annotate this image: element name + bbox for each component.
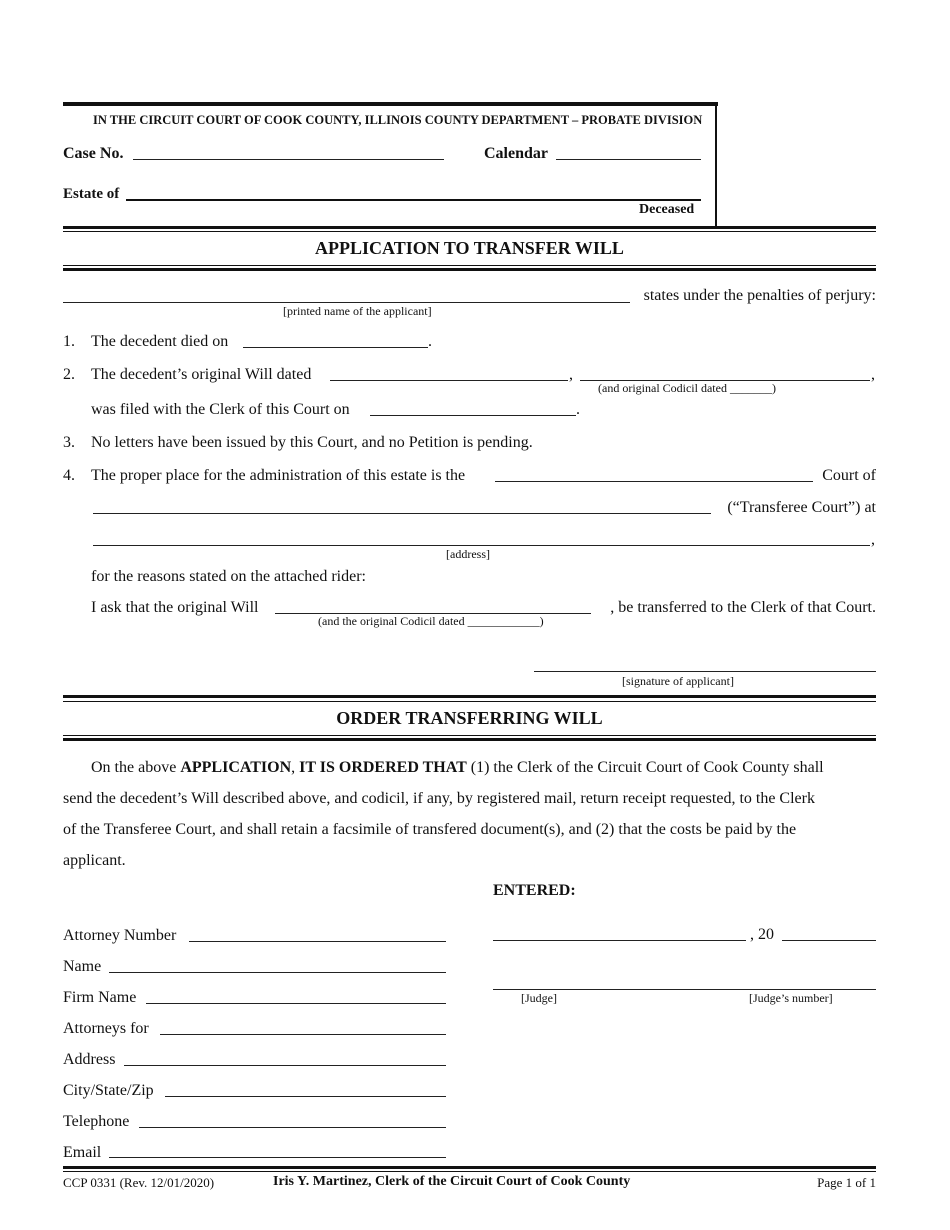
- rule-order-top-thick: [63, 695, 876, 698]
- application-title: APPLICATION TO TRANSFER WILL: [315, 238, 624, 258]
- attorneys-for-field[interactable]: [160, 1034, 446, 1035]
- firm-name-field[interactable]: [146, 1003, 446, 1004]
- judge-signature-field[interactable]: [493, 989, 876, 990]
- perjury-statement: states under the penalties of perjury:: [643, 287, 876, 304]
- address-caption: [address]: [446, 547, 490, 561]
- entered-label: ENTERED:: [493, 882, 576, 899]
- reasons-text: for the reasons stated on the attached rider:: [91, 568, 366, 585]
- item1-period: .: [428, 333, 432, 350]
- header-right-border: [715, 102, 717, 227]
- telephone-field[interactable]: [139, 1127, 446, 1128]
- clerk-name: Iris Y. Martinez, Clerk of the Circuit Court of Cook County: [273, 1174, 631, 1189]
- death-date-field[interactable]: [243, 347, 428, 348]
- attorney-number-field[interactable]: [189, 941, 446, 942]
- footer-rule-thin: [63, 1171, 876, 1172]
- applicant-name-field[interactable]: [63, 302, 630, 303]
- rule-order-bottom-thick: [63, 738, 876, 741]
- order-paragraph-line3: of the Transferee Court, and shall retain a facsimile of transfered document(s), and (2) that the costs be paid by the: [63, 821, 797, 838]
- rule-app-bottom-thick: [63, 268, 876, 271]
- case-no-label: Case No.: [63, 145, 124, 162]
- judge-number-caption: [Judge’s number]: [749, 991, 833, 1005]
- name-field[interactable]: [109, 972, 446, 973]
- ask-end-text: , be transferred to the Clerk of that Court.: [610, 599, 876, 616]
- attorney-number-label: Attorney Number: [63, 927, 177, 944]
- page-number: Page 1 of 1: [817, 1175, 876, 1190]
- order-p-rest: (1) the Clerk of the Circuit Court of Cook County shall: [466, 759, 824, 776]
- rule-app-top-thick: [63, 226, 876, 229]
- rule-order-top-thin: [63, 701, 876, 702]
- rule-order-bottom-thin: [63, 735, 876, 736]
- printed-name-caption: [printed name of the applicant]: [283, 304, 432, 318]
- item2-number: 2.: [63, 366, 75, 383]
- case-no-field[interactable]: [133, 159, 444, 160]
- signature-caption: [signature of applicant]: [622, 674, 734, 688]
- applicant-signature-field[interactable]: [534, 671, 876, 672]
- item2-comma-end: ,: [871, 366, 875, 383]
- rule-app-top-thin: [63, 231, 876, 232]
- address-label: Address: [63, 1051, 116, 1068]
- transferee-court-label: (“Transferee Court”) at: [727, 499, 876, 516]
- city-state-zip-field[interactable]: [165, 1096, 446, 1097]
- court-heading: IN THE CIRCUIT COURT OF COOK COUNTY, ILLINOIS COUNTY DEPARTMENT – PROBATE DIVISION: [93, 113, 703, 127]
- year-prefix: , 20: [750, 926, 774, 943]
- court-of-label: Court of: [822, 467, 876, 484]
- order-paragraph-line1: [91, 759, 824, 777]
- address-field[interactable]: [93, 545, 870, 546]
- order-paragraph-line4: applicant.: [63, 852, 126, 869]
- codicil-caption: (and original Codicil dated _______): [598, 381, 776, 395]
- attorneys-for-label: Attorneys for: [63, 1020, 149, 1037]
- item1-text: The decedent died on: [91, 333, 229, 350]
- filed-text: was filed with the Clerk of this Court on: [91, 401, 350, 418]
- entered-year-field[interactable]: [782, 940, 876, 941]
- form-id: CCP 0331 (Rev. 12/01/2020): [63, 1175, 215, 1190]
- order-title: ORDER TRANSFERRING WILL: [336, 708, 603, 728]
- item4-number: 4.: [63, 467, 75, 484]
- calendar-field[interactable]: [556, 159, 701, 160]
- calendar-label: Calendar: [484, 145, 548, 162]
- rule-app-bottom-thin: [63, 265, 876, 266]
- attorney-address-field[interactable]: [124, 1065, 446, 1066]
- firm-name-label: Firm Name: [63, 989, 137, 1006]
- city-state-zip-label: City/State/Zip: [63, 1082, 154, 1099]
- email-label: Email: [63, 1144, 102, 1161]
- proper-court-field[interactable]: [495, 481, 813, 482]
- ask-codicil-caption: (and the original Codicil dated ____________): [318, 614, 544, 628]
- transferee-court-field[interactable]: [93, 513, 711, 514]
- order-p-bold1: APPLICATION: [180, 759, 292, 776]
- order-p-start: On the above: [91, 759, 181, 776]
- order-p-mid1: ,: [291, 759, 300, 776]
- item1-number: 1.: [63, 333, 75, 350]
- filed-period: .: [576, 401, 580, 418]
- entered-date-field[interactable]: [493, 940, 746, 941]
- ask-text: I ask that the original Will: [91, 599, 259, 616]
- deceased-label: Deceased: [639, 202, 695, 217]
- order-p-bold2: IT IS ORDERED THAT: [299, 759, 467, 776]
- item2-text: The decedent’s original Will dated: [91, 366, 312, 383]
- email-field[interactable]: [109, 1157, 446, 1158]
- filed-date-field[interactable]: [370, 415, 576, 416]
- order-paragraph-line2: send the decedent’s Will described above, and codicil, if any, by registered mail, return receipt requested, to the Clerk: [63, 790, 815, 807]
- footer-rule-thick: [63, 1166, 876, 1169]
- will-date-field[interactable]: [330, 380, 568, 381]
- address-comma: ,: [871, 531, 875, 548]
- item3-text: No letters have been issued by this Court, and no Petition is pending.: [91, 434, 533, 451]
- item4-text: The proper place for the administration of this estate is the: [91, 467, 466, 484]
- item3-number: 3.: [63, 434, 75, 451]
- judge-caption: [Judge]: [521, 991, 557, 1005]
- estate-of-field[interactable]: [126, 199, 701, 201]
- header-top-rule: [63, 102, 718, 106]
- name-label: Name: [63, 958, 102, 975]
- telephone-label: Telephone: [63, 1113, 130, 1130]
- estate-of-label: Estate of: [63, 186, 120, 202]
- item2-comma: ,: [569, 366, 573, 383]
